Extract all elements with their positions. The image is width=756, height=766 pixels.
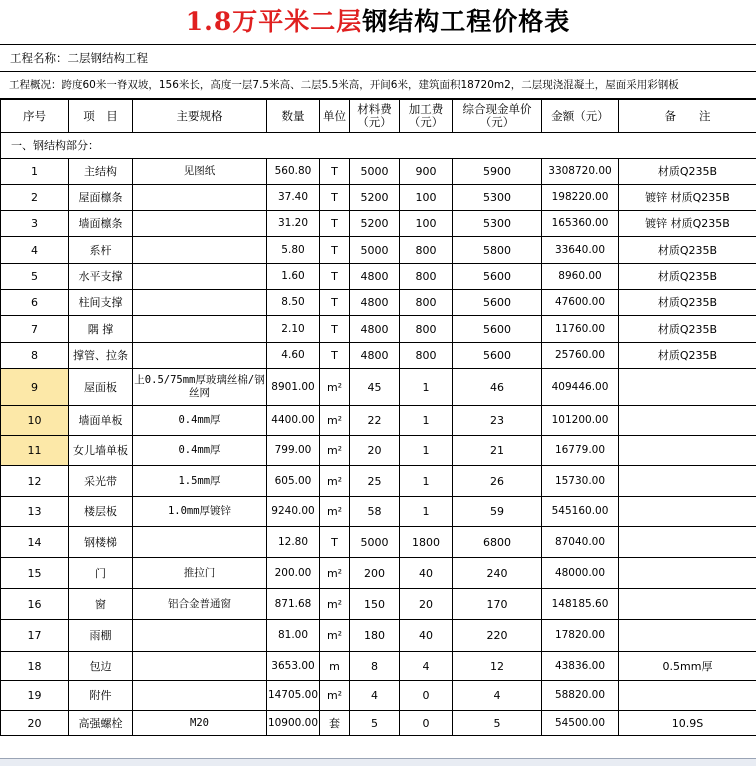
cell-item[interactable]: 墙面檩条 [69,211,133,237]
cell-qty[interactable]: 200.00 [267,558,320,589]
cell-unit[interactable]: m² [320,558,350,589]
cell-qty[interactable]: 4400.00 [267,406,320,436]
project-overview-cell[interactable]: 工程概况：跨度60米一脊双坡，156米长，高度一层7.5米高、二层5.5米高，开间6米，建筑面积18720m2，二层现浇混凝土，屋面采用彩钢板 [0,72,756,99]
cell-item[interactable]: 包边 [69,652,133,681]
sheet-title[interactable] [0,0,756,45]
cell-item[interactable]: 隅 撑 [69,316,133,343]
cell-qty[interactable]: 871.68 [267,589,320,620]
cell-unit[interactable]: m² [320,620,350,652]
cell-material[interactable]: 45 [350,369,400,406]
header-qty[interactable]: 数量 [267,100,320,133]
cell-combined[interactable]: 5300 [453,185,542,211]
cell-material[interactable]: 200 [350,558,400,589]
cell-item[interactable]: 主结构 [69,159,133,185]
cell-labor[interactable]: 800 [400,290,453,316]
cell-no[interactable]: 19 [1,681,69,711]
table-row [1,527,756,558]
cell-item[interactable]: 高强螺栓 [69,711,133,736]
cell-no[interactable]: 15 [1,558,69,589]
cell-remark[interactable] [619,620,756,652]
cell-qty[interactable]: 8901.00 [267,369,320,406]
cell-amount[interactable]: 58820.00 [542,681,619,711]
cell-qty[interactable]: 37.40 [267,185,320,211]
cell-unit[interactable]: m² [320,681,350,711]
cell-material[interactable]: 4800 [350,290,400,316]
section-row [1,133,756,159]
cell-remark[interactable]: 材质Q235B [619,290,756,316]
cell-labor[interactable]: 1800 [400,527,453,558]
cell-no[interactable]: 18 [1,652,69,681]
table-row [1,558,756,589]
cell-unit[interactable]: 套 [320,711,350,736]
table-row [1,159,756,185]
cell-qty[interactable]: 799.00 [267,436,320,466]
cell-unit[interactable]: T [320,527,350,558]
cell-amount[interactable]: 25760.00 [542,343,619,369]
price-table [0,99,756,736]
cell-no[interactable]: 2 [1,185,69,211]
cell-remark[interactable] [619,558,756,589]
cell-amount[interactable]: 87040.00 [542,527,619,558]
cell-qty[interactable]: 560.80 [267,159,320,185]
cell-labor[interactable]: 4 [400,652,453,681]
cell-combined[interactable]: 5800 [453,237,542,264]
cell-amount[interactable]: 3308720.00 [542,159,619,185]
cell-remark[interactable]: 镀锌 材质Q235B [619,211,756,237]
cell-remark[interactable]: 材质Q235B [619,316,756,343]
cell-item[interactable]: 系杆 [69,237,133,264]
cell-qty[interactable]: 8.50 [267,290,320,316]
cell-no[interactable]: 20 [1,711,69,736]
cell-material[interactable]: 150 [350,589,400,620]
cell-qty[interactable]: 605.00 [267,466,320,497]
table-row [1,343,756,369]
header-spec[interactable]: 主要规格 [133,100,267,133]
cell-spec[interactable] [133,343,267,369]
cell-combined[interactable]: 5900 [453,159,542,185]
cell-spec[interactable]: 上0.5/75mm厚玻璃丝棉/钢丝网 [133,369,267,406]
cell-combined[interactable]: 21 [453,436,542,466]
cell-amount[interactable]: 48000.00 [542,558,619,589]
cell-spec[interactable] [133,316,267,343]
cell-material[interactable]: 5200 [350,185,400,211]
cell-labor[interactable]: 1 [400,406,453,436]
header-unit[interactable]: 单位 [320,100,350,133]
project-name-cell[interactable]: 工程名称：二层钢结构工程 [0,45,756,72]
cell-material[interactable]: 5000 [350,159,400,185]
cell-combined[interactable]: 170 [453,589,542,620]
cell-material[interactable]: 25 [350,466,400,497]
cell-remark[interactable] [619,681,756,711]
cell-item[interactable]: 采光带 [69,466,133,497]
cell-remark[interactable] [619,589,756,620]
cell-amount[interactable]: 16779.00 [542,436,619,466]
cell-spec[interactable]: 1.5mm厚 [133,466,267,497]
cell-qty[interactable]: 9240.00 [267,497,320,527]
cell-material[interactable]: 5000 [350,237,400,264]
cell-qty[interactable]: 81.00 [267,620,320,652]
cell-no[interactable]: 11 [1,436,69,466]
cell-material[interactable]: 180 [350,620,400,652]
cell-material[interactable]: 4800 [350,316,400,343]
cell-unit[interactable]: T [320,264,350,290]
cell-no[interactable]: 16 [1,589,69,620]
table-row [1,711,756,736]
cell-spec[interactable]: 铝合金普通窗 [133,589,267,620]
header-no[interactable]: 序号 [1,100,69,133]
table-row [1,436,756,466]
cell-spec[interactable] [133,185,267,211]
cell-item[interactable]: 附件 [69,681,133,711]
cell-unit[interactable]: m² [320,369,350,406]
cell-item[interactable]: 雨棚 [69,620,133,652]
cell-amount[interactable]: 8960.00 [542,264,619,290]
cell-amount[interactable]: 148185.60 [542,589,619,620]
cell-combined[interactable]: 5600 [453,316,542,343]
cell-qty[interactable]: 2.10 [267,316,320,343]
cell-qty[interactable]: 10900.00 [267,711,320,736]
table-row [1,466,756,497]
cell-remark[interactable] [619,466,756,497]
cell-no[interactable]: 6 [1,290,69,316]
cell-spec[interactable] [133,264,267,290]
cell-item[interactable]: 墙面单板 [69,406,133,436]
cell-combined[interactable]: 220 [453,620,542,652]
header-labor[interactable]: 加工费（元） [400,100,453,133]
cell-combined[interactable]: 4 [453,681,542,711]
table-row [1,211,756,237]
header-combined[interactable]: 综合现金单价（元） [453,100,542,133]
table-row [1,185,756,211]
cell-qty[interactable]: 31.20 [267,211,320,237]
cell-labor[interactable]: 0 [400,681,453,711]
cell-item[interactable]: 屋面板 [69,369,133,406]
header-amount[interactable]: 金额（元） [542,100,619,133]
cell-unit[interactable]: T [320,185,350,211]
title-red-part: 1.8万平米二层 [186,7,363,36]
header-item[interactable]: 项 目 [69,100,133,133]
cell-material[interactable]: 20 [350,436,400,466]
table-row [1,237,756,264]
cell-qty[interactable]: 3653.00 [267,652,320,681]
cell-remark[interactable] [619,497,756,527]
cell-spec[interactable]: M20 [133,711,267,736]
cell-qty[interactable]: 1.60 [267,264,320,290]
cell-amount[interactable]: 101200.00 [542,406,619,436]
cell-labor[interactable]: 100 [400,185,453,211]
cell-spec[interactable] [133,527,267,558]
cell-labor[interactable]: 0 [400,711,453,736]
cell-item[interactable]: 柱间支撑 [69,290,133,316]
cell-spec[interactable]: 见图纸 [133,159,267,185]
cell-qty[interactable]: 4.60 [267,343,320,369]
cell-remark[interactable]: 10.9S [619,711,756,736]
cell-labor[interactable]: 100 [400,211,453,237]
cell-spec[interactable] [133,290,267,316]
cell-unit[interactable]: m² [320,466,350,497]
cell-combined[interactable]: 59 [453,497,542,527]
cell-remark[interactable]: 材质Q235B [619,159,756,185]
cell-unit[interactable]: m² [320,436,350,466]
cell-item[interactable]: 水平支撑 [69,264,133,290]
cell-material[interactable]: 22 [350,406,400,436]
cell-amount[interactable]: 43836.00 [542,652,619,681]
cell-material[interactable]: 5200 [350,211,400,237]
cell-amount[interactable]: 11760.00 [542,316,619,343]
cell-unit[interactable]: m² [320,589,350,620]
cell-spec[interactable] [133,620,267,652]
cell-spec[interactable]: 推拉门 [133,558,267,589]
cell-labor[interactable]: 40 [400,620,453,652]
cell-spec[interactable]: 0.4mm厚 [133,406,267,436]
cell-labor[interactable]: 20 [400,589,453,620]
cell-combined[interactable]: 12 [453,652,542,681]
cell-amount[interactable]: 47600.00 [542,290,619,316]
cell-unit[interactable]: T [320,211,350,237]
cell-labor[interactable]: 800 [400,343,453,369]
cell-material[interactable]: 4800 [350,264,400,290]
cell-no[interactable]: 7 [1,316,69,343]
cell-no[interactable]: 10 [1,406,69,436]
table-row [1,589,756,620]
cell-amount[interactable]: 54500.00 [542,711,619,736]
cell-unit[interactable]: m [320,652,350,681]
cell-spec[interactable] [133,681,267,711]
cell-combined[interactable]: 5600 [453,264,542,290]
cell-qty[interactable]: 5.80 [267,237,320,264]
cell-unit[interactable]: T [320,159,350,185]
table-row [1,681,756,711]
cell-material[interactable]: 8 [350,652,400,681]
cell-qty[interactable]: 14705.00 [267,681,320,711]
cell-remark[interactable] [619,369,756,406]
table-row [1,316,756,343]
cell-combined[interactable]: 5 [453,711,542,736]
cell-combined[interactable]: 23 [453,406,542,436]
cell-labor[interactable]: 800 [400,264,453,290]
cell-no[interactable]: 12 [1,466,69,497]
section-label[interactable]: 一、钢结构部分： [1,133,756,159]
cell-item[interactable]: 屋面檩条 [69,185,133,211]
cell-combined[interactable]: 5300 [453,211,542,237]
table-row [1,497,756,527]
cell-no[interactable]: 9 [1,369,69,406]
cell-unit[interactable]: m² [320,497,350,527]
cell-material[interactable]: 4800 [350,343,400,369]
cell-no[interactable]: 13 [1,497,69,527]
cell-remark[interactable]: 材质Q235B [619,264,756,290]
cell-remark[interactable] [619,406,756,436]
cell-item[interactable]: 钢楼梯 [69,527,133,558]
cell-remark[interactable]: 镀锌 材质Q235B [619,185,756,211]
table-row [1,406,756,436]
cell-unit[interactable]: T [320,237,350,264]
cell-unit[interactable]: T [320,290,350,316]
cell-no[interactable]: 5 [1,264,69,290]
cell-amount[interactable]: 409446.00 [542,369,619,406]
cell-remark[interactable]: 材质Q235B [619,343,756,369]
cell-spec[interactable]: 0.4mm厚 [133,436,267,466]
cell-unit[interactable]: T [320,316,350,343]
cell-labor[interactable]: 40 [400,558,453,589]
cell-remark[interactable]: 0.5mm厚 [619,652,756,681]
table-row [1,290,756,316]
cell-item[interactable]: 门 [69,558,133,589]
cell-amount[interactable]: 165360.00 [542,211,619,237]
header-material[interactable]: 材料费（元） [350,100,400,133]
cell-item[interactable]: 撑管、拉条 [69,343,133,369]
cell-labor[interactable]: 800 [400,316,453,343]
cell-labor[interactable]: 800 [400,237,453,264]
title-black-part: 钢结构工程价格表 [362,7,570,36]
cell-combined[interactable]: 5600 [453,290,542,316]
cell-no[interactable]: 4 [1,237,69,264]
cell-spec[interactable]: 1.0mm厚镀锌 [133,497,267,527]
cell-labor[interactable]: 1 [400,369,453,406]
cell-combined[interactable]: 240 [453,558,542,589]
table-row [1,620,756,652]
cell-amount[interactable]: 33640.00 [542,237,619,264]
header-row [1,100,756,133]
cell-no[interactable]: 17 [1,620,69,652]
cell-combined[interactable]: 6800 [453,527,542,558]
cell-no[interactable]: 14 [1,527,69,558]
cell-amount[interactable]: 198220.00 [542,185,619,211]
cell-material[interactable]: 5000 [350,527,400,558]
cell-combined[interactable]: 26 [453,466,542,497]
cell-unit[interactable]: T [320,343,350,369]
cell-material[interactable]: 5 [350,711,400,736]
cell-unit[interactable]: m² [320,406,350,436]
cell-spec[interactable] [133,211,267,237]
cell-labor[interactable]: 1 [400,466,453,497]
cell-amount[interactable]: 545160.00 [542,497,619,527]
cell-material[interactable]: 58 [350,497,400,527]
cell-spec[interactable] [133,652,267,681]
cell-no[interactable]: 8 [1,343,69,369]
header-remark[interactable]: 备 注 [619,100,756,133]
cell-labor[interactable]: 1 [400,436,453,466]
cell-remark[interactable] [619,436,756,466]
cell-labor[interactable]: 1 [400,497,453,527]
cell-qty[interactable]: 12.80 [267,527,320,558]
cell-item[interactable]: 窗 [69,589,133,620]
cell-labor[interactable]: 900 [400,159,453,185]
cell-combined[interactable]: 5600 [453,343,542,369]
cell-item[interactable]: 女儿墙单板 [69,436,133,466]
cell-no[interactable]: 3 [1,211,69,237]
cell-amount[interactable]: 15730.00 [542,466,619,497]
cell-combined[interactable]: 46 [453,369,542,406]
cell-material[interactable]: 4 [350,681,400,711]
cell-amount[interactable]: 17820.00 [542,620,619,652]
table-row [1,264,756,290]
cell-item[interactable]: 楼层板 [69,497,133,527]
table-row [1,369,756,406]
table-row [1,652,756,681]
cell-spec[interactable] [133,237,267,264]
cell-remark[interactable]: 材质Q235B [619,237,756,264]
cell-remark[interactable] [619,527,756,558]
cell-no[interactable]: 1 [1,159,69,185]
